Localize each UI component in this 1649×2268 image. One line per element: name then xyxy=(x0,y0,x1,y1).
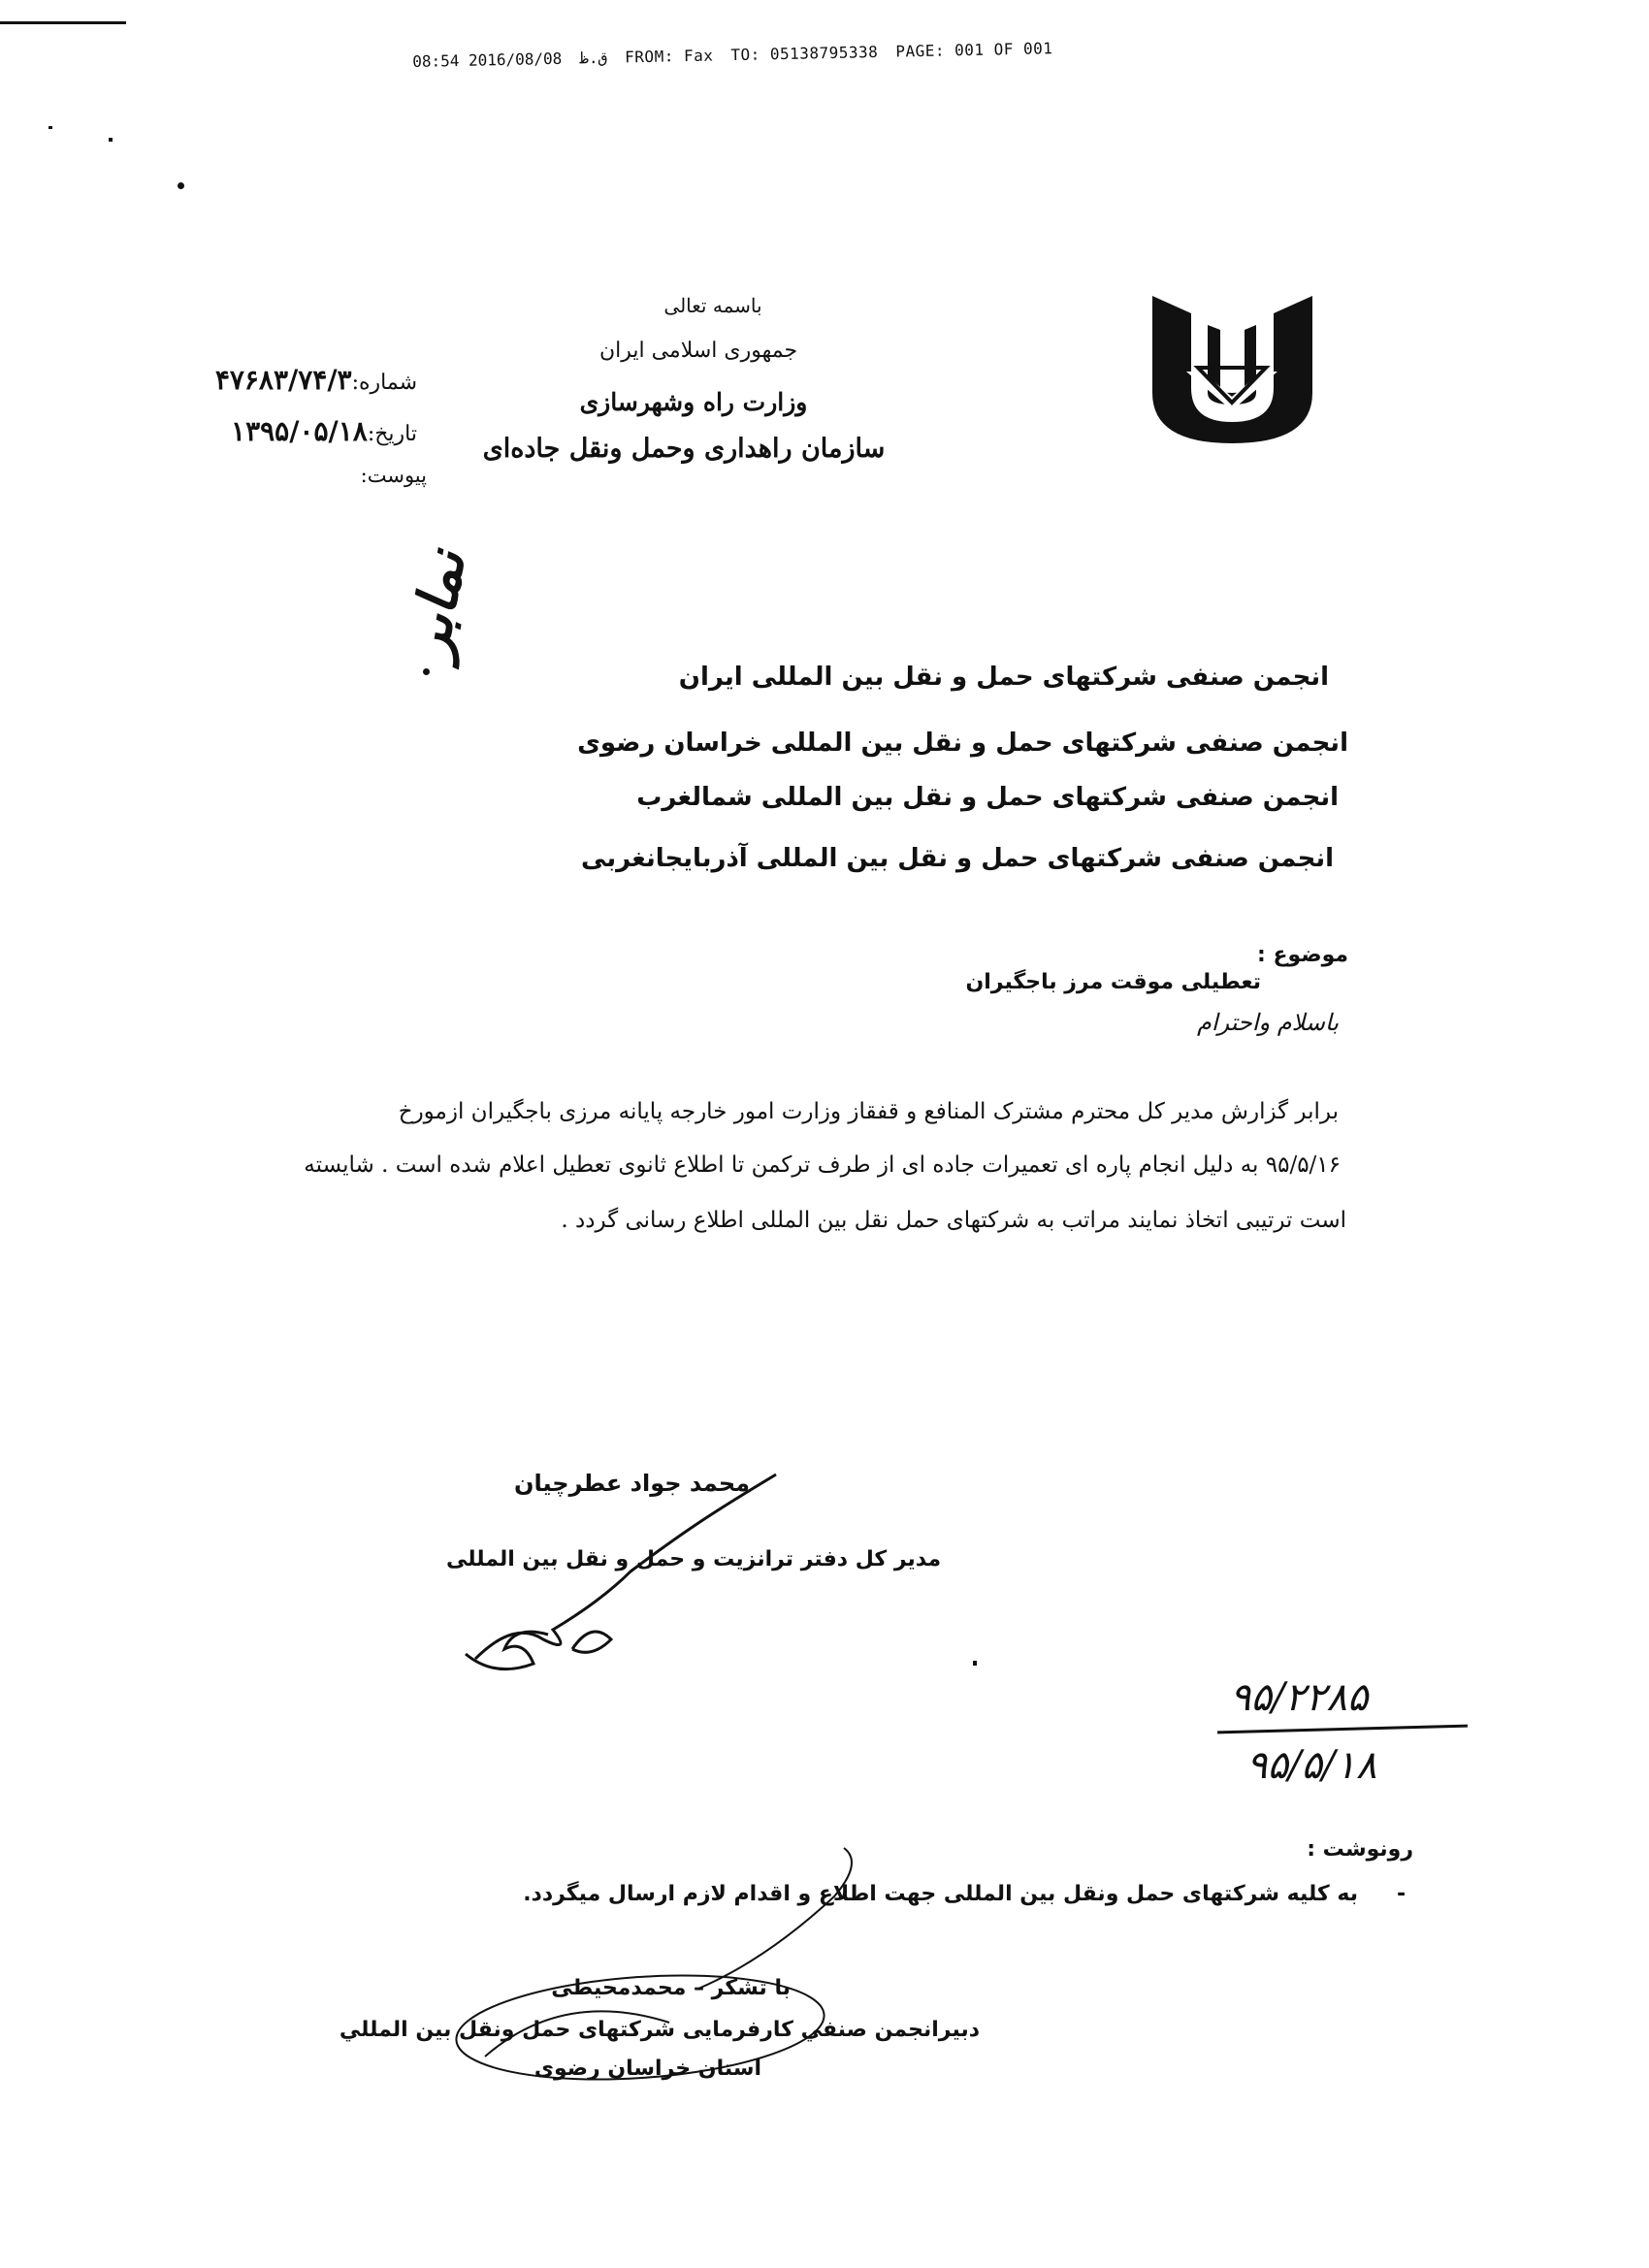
fax-to: TO: 05138795338 xyxy=(730,42,879,65)
recipient-line: انجمن صنفی شرکتهای حمل و نقل بین المللی آذربایجانغربی xyxy=(581,844,1334,873)
letter-attachment-label: پیوست: xyxy=(360,464,427,487)
letter-date-value: ۱۳۹۵/۰۵/۱۸ xyxy=(231,415,368,447)
letter-date-label: تاریخ: xyxy=(367,422,417,446)
scan-dot-artifact xyxy=(109,138,113,142)
rmto-logo xyxy=(1148,296,1317,446)
scan-dot-artifact xyxy=(48,126,52,129)
copy-text: به کلیه شرکتهای حمل ونقل بین المللی جهت اطلاع و اقدام لازم ارسال میگردد. xyxy=(523,1882,1358,1906)
scan-line-artifact xyxy=(0,21,126,24)
letterhead-organization: سازمان راهداری وحمل ونقل جاده‌ای xyxy=(482,434,886,464)
registration-date: ۹۵/۵/۱۸ xyxy=(1246,1743,1377,1788)
registration-number: ۹۵/۲۲۸۵ xyxy=(1230,1675,1369,1720)
scan-dot-artifact xyxy=(973,1661,977,1666)
greeting: باسلام واحترام xyxy=(1196,1009,1339,1036)
recipient-line: انجمن صنفی شرکتهای حمل و نقل بین المللی خراسان رضوی xyxy=(577,729,1348,758)
letterhead-invocation: باسمه تعالی xyxy=(663,294,762,317)
letterhead-republic: جمهوری اسلامی ایران xyxy=(598,339,798,363)
recipient-line: انجمن صنفی شرکتهای حمل و نقل بین المللی شمالغرب xyxy=(636,783,1339,812)
recipient-line: انجمن صنفی شرکتهای حمل و نقل بین المللی ایران xyxy=(678,663,1329,692)
signature-scribble xyxy=(456,1455,805,1688)
fax-date: 2016/08/08 xyxy=(468,49,563,70)
closing-province: استان خراسان رضوی xyxy=(534,2057,761,2081)
handwritten-dot xyxy=(423,668,430,675)
subject-label: موضوع : xyxy=(1257,943,1348,967)
copy-dash: - xyxy=(1397,1882,1406,1906)
handwritten-fax-note: نمابر xyxy=(396,545,478,664)
body-line: برابر گزارش مدیر کل محترم مشترک المنافع و قفقاز وزارت امور خارجه پایانه مرزی باجگیران ازمورخ xyxy=(398,1099,1339,1124)
letter-number-label: شماره: xyxy=(351,371,417,395)
subject-text: تعطیلی موقت مرز باجگیران xyxy=(965,970,1261,994)
body-line: است ترتیبی اتخاذ نمایند مراتب به شرکتهای حمل نقل بین المللی اطلاع رسانی گردد . xyxy=(561,1208,1346,1233)
letter-number-value: ۴۷۶۸۳/۷۴/۳ xyxy=(214,364,352,396)
fax-header xyxy=(412,39,1071,71)
signatory-title: مدیر کل دفتر ترانزیت و حمل و نقل بین المللی xyxy=(446,1547,942,1571)
copy-label: رونوشت : xyxy=(1307,1837,1413,1862)
fax-time: 08:54 ق.ظ xyxy=(412,48,608,71)
closing-thanks: با تشکر – محمدمحیطی xyxy=(551,1976,791,2000)
subject-line xyxy=(1257,943,1348,967)
letter-number xyxy=(184,364,417,396)
fax-page: PAGE: 001 OF 001 xyxy=(895,39,1053,61)
letter-attachment xyxy=(194,464,427,487)
scan-dot-artifact xyxy=(178,182,184,189)
closing-role: دبیرانجمن صنفي کارفرمایی شرکتهای حمل ونقل بین المللي xyxy=(339,2018,980,2042)
registration-underline xyxy=(1217,1725,1468,1734)
fax-from: FROM: Fax xyxy=(624,46,714,67)
signatory-name: محمد جواد عطرچیان xyxy=(514,1470,750,1497)
letterhead-ministry: وزارت راه وشهرسازی xyxy=(579,388,808,416)
body-line: ۹۵/۵/۱۶ به دلیل انجام پاره ای تعمیرات جاده ای از طرف ترکمن تا اطلاع ثانوی تعطیل اعلام شده است . شایسته xyxy=(304,1152,1341,1178)
letter-date xyxy=(184,415,417,447)
closing-signature-scribble xyxy=(446,1843,892,2095)
